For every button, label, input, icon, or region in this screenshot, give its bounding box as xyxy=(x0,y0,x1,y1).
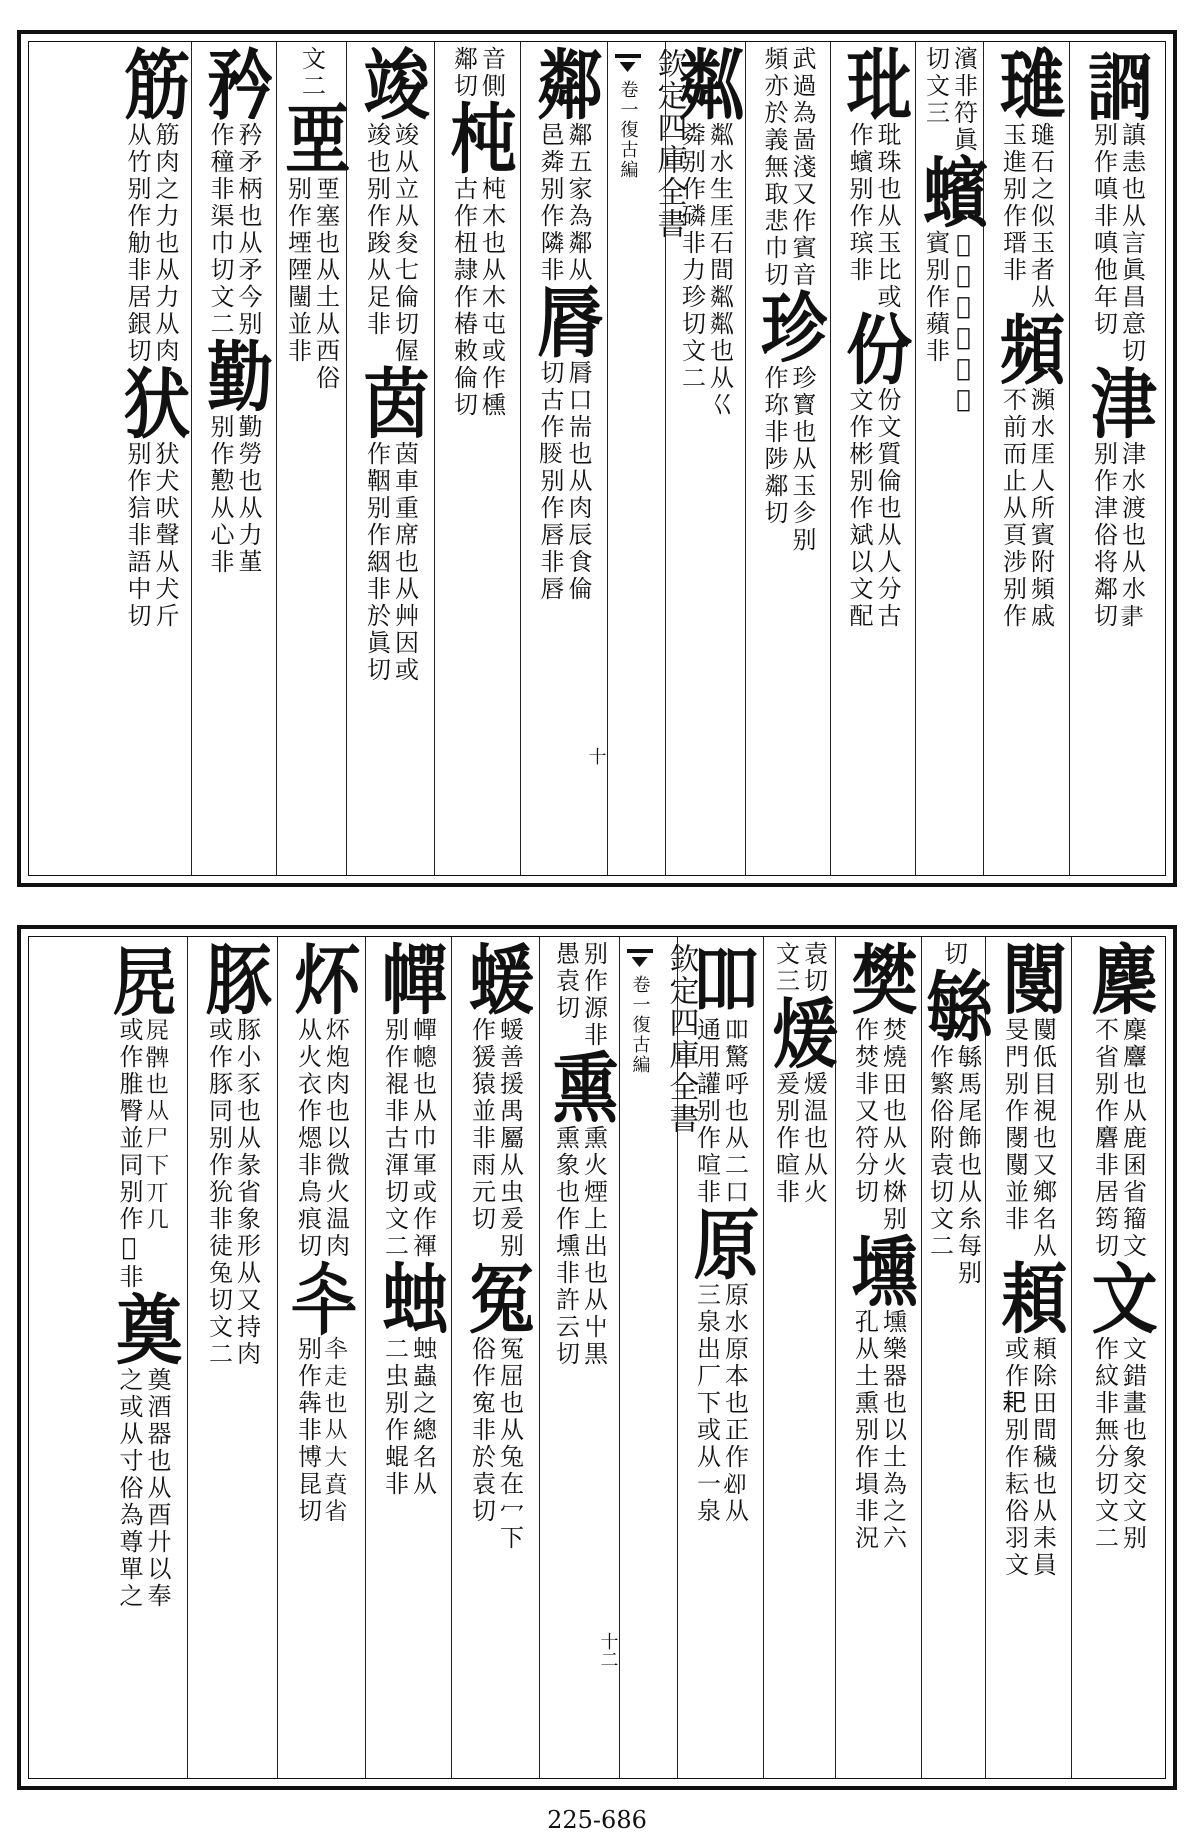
fish-tail-ornament-icon xyxy=(615,54,641,80)
annotation-lines xyxy=(283,176,340,392)
annotation-lines xyxy=(449,176,506,419)
dictionary-entry xyxy=(746,289,830,554)
section-title: 復古編 xyxy=(629,1015,651,1075)
annotation-lines xyxy=(762,46,814,289)
annotation-lines xyxy=(362,122,419,365)
dictionary-entry xyxy=(521,284,607,603)
dictionary-entry xyxy=(1070,365,1165,630)
annotation-line: 煖温也从火 xyxy=(799,1071,828,1206)
seal-script-headword: 粼 xyxy=(667,45,746,121)
text-column xyxy=(1069,42,1165,875)
annotation-line: 勤勞也从力堇 xyxy=(234,414,262,576)
seal-script-headword: 頛 xyxy=(990,1259,1069,1335)
annotation-line: 焚燒田也从火棥别 xyxy=(878,1017,907,1233)
annotation-line: 文二 xyxy=(297,46,326,100)
annotation-lines xyxy=(467,1017,524,1260)
annotation-line: 鄰切 xyxy=(449,46,478,100)
seal-script-headword: 奠 xyxy=(104,1290,183,1366)
annotation-line: 蝯善援禺屬从虫爰别 xyxy=(495,1017,524,1260)
annotation-line: 筋肉之力也从力从肉 xyxy=(151,122,179,365)
bottom-page-columns xyxy=(28,936,1166,1779)
dictionary-entry xyxy=(273,99,352,392)
annotation-line: 别作源非 xyxy=(579,941,608,1049)
seal-script-headword: 𡱂 xyxy=(104,940,183,1016)
seal-script-headword: 玭 xyxy=(834,45,913,121)
annotation-lines xyxy=(677,122,734,419)
annotation-line: 竣从立从夋七倫切偓 xyxy=(390,122,419,365)
top-page-panel xyxy=(17,30,1177,887)
annotation-line: 吅驚呼也从二口 xyxy=(720,1017,749,1206)
seal-script-headword: 豚 xyxy=(194,940,273,1016)
annotation-line: 炋炮肉也以微火温肉 xyxy=(321,1017,350,1260)
annotation-line: 玭珠也从玉比或 xyxy=(873,122,901,311)
annotation-line: 古作杻隷作椿敕倫切 xyxy=(449,176,478,419)
dictionary-entry xyxy=(452,1260,539,1552)
annotation-lines xyxy=(921,46,978,154)
annotation-line: 爰别作暄非 xyxy=(771,1071,800,1206)
seal-script-headword: 鄰 xyxy=(525,45,604,121)
dictionary-entry xyxy=(915,967,994,1287)
annotation-lines xyxy=(467,1336,524,1552)
top-page-columns xyxy=(28,41,1166,876)
annotation-line: 閺低目視也又鄉名从 xyxy=(1028,1017,1057,1260)
annotation-line: 幝幒也从巾軍或作褌 xyxy=(408,1017,437,1260)
annotation-line: 熏象也作壎非許云切 xyxy=(551,1125,580,1368)
dictionary-entry xyxy=(366,1260,451,1498)
seal-script-headword: 筋 xyxy=(112,45,191,121)
book-title: 欽定四庫全書 xyxy=(651,48,687,240)
annotation-lines xyxy=(847,387,899,630)
book-title: 欽定四庫全書 xyxy=(663,943,699,1135)
annotation-line: 濱非符眞 xyxy=(949,46,978,154)
annotation-line: 或作脽臀並同别作𩩓非 xyxy=(115,1017,143,1291)
dictionary-entry xyxy=(278,941,365,1260)
dictionary-entry xyxy=(761,994,840,1206)
dictionary-entry xyxy=(984,311,1069,630)
annotation-line: 熏火煙上出也从屮黒 xyxy=(579,1125,608,1368)
annotation-line: 杶木也从木屯或作櫄 xyxy=(477,176,506,419)
annotation-lines xyxy=(921,230,978,416)
text-column xyxy=(983,42,1069,875)
text-column xyxy=(111,42,191,875)
dictionary-entry xyxy=(111,365,191,630)
annotation-line: 作穜非渠巾切文二 xyxy=(206,122,234,338)
annotation-line: 謓恚也从言眞昌意切 xyxy=(1117,122,1146,365)
annotation-line: 别作犇非博昆切 xyxy=(293,1336,322,1525)
annotation-lines xyxy=(293,1336,350,1525)
dictionary-entry xyxy=(678,1206,763,1525)
dictionary-entry xyxy=(452,941,539,1260)
text-column xyxy=(451,937,539,1778)
annotation-lines xyxy=(1090,1017,1147,1260)
annotation-line: 冤屈也从兔在冖下 xyxy=(495,1336,524,1552)
annotation-line: 津水渡也从水𦘔 xyxy=(1117,441,1146,630)
annotation-line: 别作堙陻闉並非 xyxy=(283,176,312,365)
seal-script-headword: 䖵 xyxy=(370,1259,449,1335)
annotation-lines xyxy=(1090,1336,1147,1552)
annotation-lines xyxy=(293,1017,350,1260)
seal-script-headword: 樊 xyxy=(840,940,919,1016)
seal-script-headword: 冤 xyxy=(457,1259,536,1335)
text-column xyxy=(915,937,994,1778)
seal-script-headword: 幝 xyxy=(370,940,449,1016)
annotation-line: 俗作寃非於袁切 xyxy=(467,1336,496,1525)
dictionary-entry xyxy=(366,941,451,1260)
seal-script-headword: 𠦍 xyxy=(283,1259,362,1335)
annotation-lines xyxy=(771,941,828,995)
annotation-lines xyxy=(939,941,968,968)
annotation-line: 脣口耑也从肉辰食倫 xyxy=(564,360,592,603)
annotation-lines xyxy=(1000,1336,1057,1579)
dictionary-entry xyxy=(347,365,434,684)
annotation-lines xyxy=(1089,122,1146,365)
seal-script-headword: 蝯 xyxy=(457,940,536,1016)
fold-label-group xyxy=(627,943,653,1778)
dictionary-entry xyxy=(435,46,520,100)
annotation-lines xyxy=(380,1017,437,1260)
dictionary-entry xyxy=(277,46,346,100)
annotation-line: 文三 xyxy=(771,941,800,995)
text-column xyxy=(434,42,520,875)
annotation-line: 奠酒器也从酉廾以奉 xyxy=(143,1367,171,1610)
annotation-line: 䖵蟲之總名从 xyxy=(408,1336,437,1498)
annotation-line: 頻亦於義無取悲巾切 xyxy=(760,46,788,289)
annotation-line: 音側 xyxy=(477,46,506,100)
dictionary-entry xyxy=(1072,941,1165,1260)
annotation-lines xyxy=(125,441,177,630)
volume-label: 卷一 xyxy=(617,80,639,120)
fold-label-group xyxy=(615,48,641,875)
annotation-lines xyxy=(208,122,260,338)
annotation-lines xyxy=(551,941,608,1049)
seal-script-headword: 犾 xyxy=(112,364,191,440)
annotation-line: 通用讙别作喧非 xyxy=(692,1017,721,1206)
annotation-line: 作繁俗附袁切文二 xyxy=(925,1044,954,1260)
annotation-lines xyxy=(850,1017,907,1233)
dictionary-entry xyxy=(831,46,915,311)
dictionary-entry xyxy=(764,941,835,995)
annotation-lines xyxy=(925,1044,982,1287)
text-column xyxy=(830,42,915,875)
dictionary-entry xyxy=(347,46,434,365)
annotation-line: 鄰五家為鄰从 xyxy=(564,122,592,284)
text-column xyxy=(1071,937,1165,1778)
annotation-line: 三泉出厂下或从一泉 xyxy=(692,1282,721,1525)
annotation-line: 犾犬吠聲从犬斤 xyxy=(151,441,179,630)
text-column xyxy=(835,937,921,1778)
annotation-line: 茵車重席也从艸因或 xyxy=(390,441,419,684)
annotation-line: 瀕水厓人所賓附頻戚 xyxy=(1026,387,1055,630)
bottom-page-panel xyxy=(17,925,1177,1790)
dictionary-entry xyxy=(986,941,1071,1260)
annotation-lines xyxy=(1000,1017,1057,1260)
seal-script-headword: 𧨝 xyxy=(1079,45,1158,121)
dictionary-entry xyxy=(540,941,619,1049)
annotation-line: 别作狺非語中切 xyxy=(123,441,151,630)
dictionary-entry xyxy=(188,941,277,1368)
text-column xyxy=(911,42,990,875)
annotation-lines xyxy=(538,122,590,284)
annotation-line: 从火衣作煾非烏痕切 xyxy=(293,1017,322,1260)
annotation-line: 愚袁切 xyxy=(551,941,580,1022)
annotation-line: 作鞇别作絪非於眞切 xyxy=(362,441,391,684)
dictionary-entry xyxy=(836,941,921,1233)
annotation-lines xyxy=(125,122,177,365)
text-column xyxy=(677,937,763,1778)
annotation-line: 垔塞也从土从西俗 xyxy=(311,176,340,392)
annotation-line: 别作裩非古渾切文二 xyxy=(380,1017,409,1260)
dictionary-entry xyxy=(922,941,985,968)
dictionary-entry xyxy=(521,46,607,284)
dictionary-entry xyxy=(111,46,191,365)
seal-script-headword: 璡 xyxy=(988,45,1067,121)
annotation-lines xyxy=(692,1282,749,1525)
annotation-lines xyxy=(998,122,1055,311)
seal-script-headword: 文 xyxy=(1080,1259,1159,1335)
annotation-lines xyxy=(998,387,1055,630)
seal-script-headword: 茵 xyxy=(352,364,431,440)
annotation-line: 文作彬别作斌以文配 xyxy=(845,387,873,630)
seal-script-headword: 脣 xyxy=(525,283,604,359)
seal-script-headword: 份 xyxy=(834,310,913,386)
dictionary-entry xyxy=(831,311,915,630)
page-number: 十 xyxy=(585,747,607,765)
annotation-line: 切文三 xyxy=(921,46,950,127)
annotation-line: 作猨猿並非雨元切 xyxy=(467,1017,496,1233)
annotation-line: 不前而止从頁涉别作 xyxy=(998,387,1027,630)
seal-script-headword: 蠙 xyxy=(911,153,990,229)
dictionary-entry xyxy=(678,941,763,1206)
volume-label: 卷一 xyxy=(629,975,651,1015)
annotation-lines xyxy=(538,360,590,603)
dictionary-entry xyxy=(1070,46,1165,365)
annotation-line: 璡石之似玉者从 xyxy=(1026,122,1055,311)
annotation-lines xyxy=(771,1071,828,1206)
seal-script-headword: 原 xyxy=(682,1205,761,1281)
dictionary-entry xyxy=(986,1260,1071,1579)
annotation-line: 矜矛柄也从矛今别 xyxy=(234,122,262,338)
text-column xyxy=(365,937,451,1778)
annotation-line: 壎樂器也以土為之六 xyxy=(878,1309,907,1552)
annotation-line: 作蠙别作瑸非 xyxy=(845,122,873,284)
dictionary-entry xyxy=(192,338,276,576)
seal-script-headword: 煖 xyxy=(761,994,840,1070)
annotation-line: 賓别作蘋非 xyxy=(921,230,950,365)
annotation-lines xyxy=(297,46,326,100)
annotation-line: 不省别作麏非居筠切 xyxy=(1090,1017,1119,1260)
annotation-line: 或作𦓨别作耘俗羽文 xyxy=(1000,1336,1029,1579)
text-column xyxy=(277,937,365,1778)
annotation-lines xyxy=(762,365,814,554)
dictionary-entry xyxy=(836,1233,921,1552)
annotation-line: 份文質倫也从人分古 xyxy=(873,387,901,630)
page-number: 十二 xyxy=(597,1632,619,1668)
annotation-line: 别作津俗将鄰切 xyxy=(1089,441,1118,630)
seal-script-headword: 垔 xyxy=(273,99,352,175)
dictionary-entry xyxy=(99,941,187,1291)
dictionary-entry xyxy=(278,1260,365,1525)
annotation-lines xyxy=(449,46,506,100)
annotation-line: 粼水生厓石間粼粼也从巜 xyxy=(705,122,734,419)
annotation-line: 之或从寸俗為尊單之 xyxy=(115,1367,143,1610)
annotation-lines xyxy=(380,1336,437,1498)
text-column xyxy=(985,937,1071,1778)
annotation-lines xyxy=(117,1017,169,1291)
annotation-line: 竣也别作踆从足非 xyxy=(362,122,391,338)
dictionary-entry xyxy=(99,1291,187,1610)
annotation-line: 孔从土熏别作塤非況 xyxy=(850,1309,879,1552)
footer-page-code: 225-686 xyxy=(547,1806,647,1834)
dictionary-entry xyxy=(666,46,745,419)
annotation-line: 𡱂髀也从尸下丌几 xyxy=(143,1017,171,1233)
annotation-line: 邑粦别作隣非 xyxy=(536,122,564,284)
annotation-line: 别作嗔非嗔他年切 xyxy=(1089,122,1118,338)
annotation-line: 作紋非無分切文二 xyxy=(1090,1336,1119,1552)
annotation-line: 𧖥大蟒也从艸 xyxy=(949,230,978,416)
annotation-lines xyxy=(117,1367,169,1610)
annotation-lines xyxy=(362,441,419,684)
section-title: 復古編 xyxy=(617,120,639,180)
seal-script-headword: 壎 xyxy=(840,1232,919,1308)
annotation-lines xyxy=(847,122,899,311)
annotation-lines xyxy=(204,1017,261,1368)
annotation-line: 二虫别作蜫非 xyxy=(380,1336,409,1498)
dictionary-entry xyxy=(746,46,830,289)
text-column xyxy=(665,42,745,875)
text-column xyxy=(191,42,276,875)
annotation-line: 或作豚同别作狁非徒兔切文二 xyxy=(204,1017,233,1368)
fish-tail-ornament-icon xyxy=(627,949,653,975)
seal-script-headword: 吅 xyxy=(682,940,761,1016)
annotation-lines xyxy=(850,1309,907,1552)
annotation-line: 豚小豕也从彖省象形从又持肉 xyxy=(232,1017,261,1368)
annotation-line: 麇麞也从鹿囷省籀文 xyxy=(1118,1017,1147,1260)
seal-script-headword: 熏 xyxy=(541,1048,620,1124)
annotation-line: 切 xyxy=(939,941,968,968)
annotation-lines xyxy=(692,1017,749,1206)
text-column xyxy=(346,42,434,875)
seal-script-headword: 杶 xyxy=(439,99,518,175)
dictionary-entry xyxy=(984,46,1069,311)
annotation-line: 原水原本也正作𠨘从 xyxy=(720,1282,749,1525)
annotation-line: 緐馬尾飾也从糸每别 xyxy=(953,1044,982,1287)
annotation-line: 从竹别作觔非居銀切 xyxy=(123,122,151,365)
dictionary-entry xyxy=(916,46,983,154)
seal-script-headword: 䋣 xyxy=(915,967,994,1043)
seal-script-headword: 炋 xyxy=(283,940,362,1016)
seal-script-headword: 勤 xyxy=(195,337,274,413)
dictionary-entry xyxy=(1072,1260,1165,1552)
text-column xyxy=(745,42,830,875)
annotation-line: 玉進别作瑨非 xyxy=(998,122,1027,284)
annotation-line: 作珎非陟鄰切 xyxy=(760,365,788,527)
dictionary-entry xyxy=(911,153,990,416)
text-column xyxy=(273,42,352,875)
annotation-line: 作焚非又符分切 xyxy=(850,1017,879,1206)
annotation-lines xyxy=(1089,441,1146,630)
dictionary-entry xyxy=(192,46,276,338)
seal-script-headword: 閺 xyxy=(990,940,1069,1016)
annotation-line: 珍寳也从玉㐱别 xyxy=(788,365,816,554)
text-column xyxy=(187,937,277,1778)
annotation-line: 文錯畫也象交文别 xyxy=(1118,1336,1147,1552)
annotation-line: 粦别作磷非力珍切文二 xyxy=(677,122,706,392)
seal-script-headword: 矜 xyxy=(195,45,274,121)
seal-script-headword: 頻 xyxy=(988,310,1067,386)
text-column xyxy=(99,937,187,1778)
seal-script-headword: 津 xyxy=(1079,364,1158,440)
text-column xyxy=(761,937,840,1778)
annotation-line: 旻門别作閿閺並非 xyxy=(1000,1017,1029,1233)
dictionary-entry xyxy=(435,100,520,419)
dictionary-entry xyxy=(540,1049,619,1368)
seal-script-headword: 麇 xyxy=(1080,940,1159,1016)
center-fold-column xyxy=(597,937,699,1778)
annotation-line: 切古作𦜒别作唇非唇 xyxy=(536,360,564,603)
annotation-lines xyxy=(551,1125,608,1368)
seal-script-headword: 珍 xyxy=(749,288,828,364)
annotation-lines xyxy=(208,414,260,576)
annotation-line: 頛除田間穢也从耒員 xyxy=(1028,1336,1057,1579)
annotation-line: 𠦍走也从大賁省 xyxy=(321,1336,350,1525)
seal-script-headword: 竣 xyxy=(352,45,431,121)
annotation-line: 别作懃从心非 xyxy=(206,414,234,576)
center-fold-column xyxy=(585,42,687,875)
annotation-line: 武過為啚淺又作賓音 xyxy=(788,46,816,289)
annotation-line: 袁切 xyxy=(799,941,828,995)
